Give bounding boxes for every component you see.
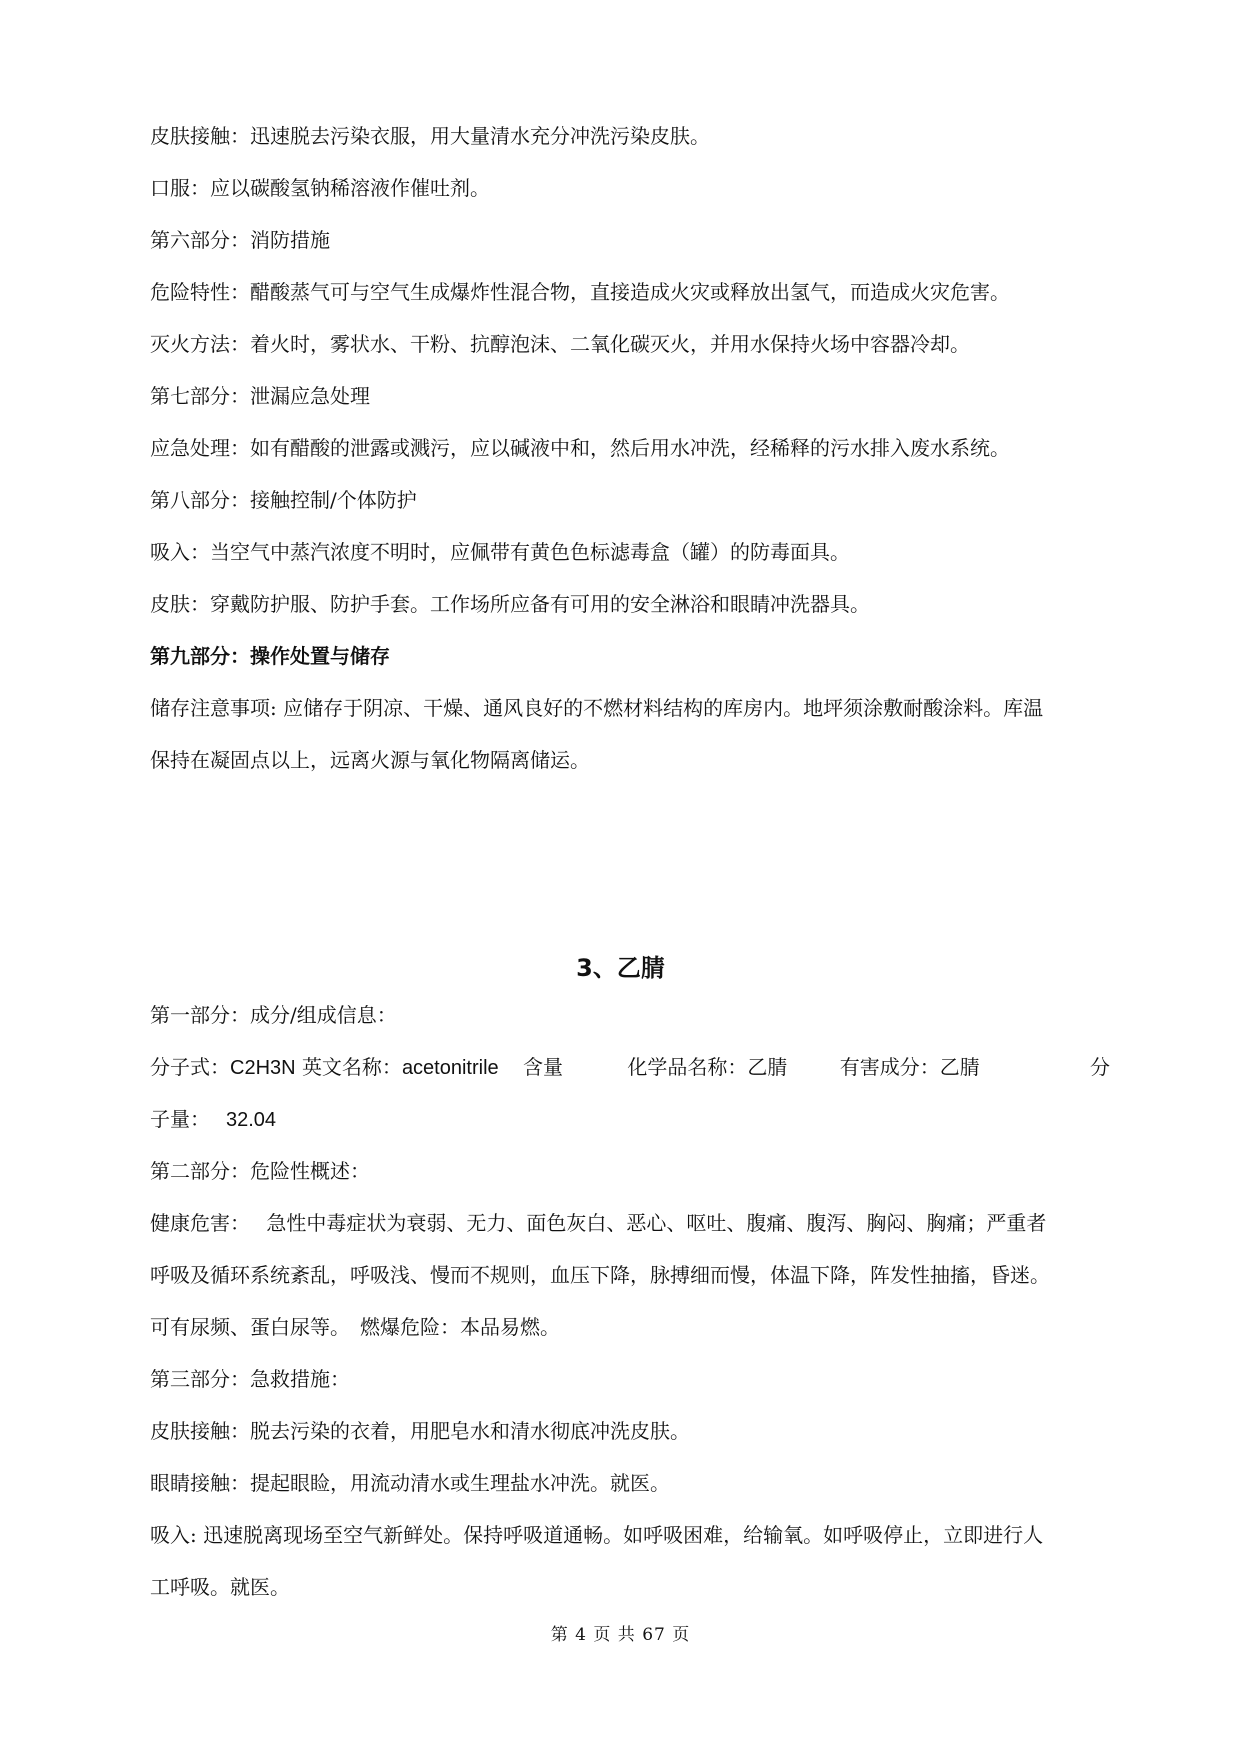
emergency-line: 应急处理：如有醋酸的泄露或溅污，应以碱液中和，然后用水冲洗，经稀释的污水排入废水系统。 [150, 436, 1010, 460]
chemical-name: 化学品名称：乙腈 [627, 1055, 788, 1079]
oral-line: 口服：应以碳酸氢钠稀溶液作催吐剂。 [150, 176, 490, 200]
health-hazard-line-3: 可有尿频、蛋白尿等。 燃爆危险：本品易燃。 [150, 1315, 560, 1339]
english-name-label: 英文名称： [301, 1055, 402, 1079]
molecular-weight-value: 32.04 [226, 1109, 277, 1131]
skin-protection-line: 皮肤：穿戴防护服、防护手套。工作场所应备有可用的安全淋浴和眼睛冲洗器具。 [150, 592, 870, 616]
skin-first-aid-line: 皮肤接触：脱去污染的衣着，用肥皂水和清水彻底冲洗皮肤。 [150, 1419, 690, 1443]
fire-method-line: 灭火方法：着火时，雾状水、干粉、抗醇泡沫、二氧化碳灭火，并用水保持火场中容器冷却。 [150, 332, 970, 356]
molecular-weight-row [150, 1104, 276, 1134]
inhalation-protection-line: 吸入：当空气中蒸汽浓度不明时，应佩带有黄色色标滤毒盒（罐）的防毒面具。 [150, 540, 850, 564]
part9-heading: 第九部分：操作处置与储存 [150, 644, 390, 668]
part6-heading: 第六部分：消防措施 [150, 228, 330, 252]
skin-contact-line: 皮肤接触：迅速脱去污染衣服，用大量清水充分冲洗污染皮肤。 [150, 124, 710, 148]
section-title: 3、乙腈 [576, 954, 665, 982]
eye-first-aid-line: 眼睛接触：提起眼睑，用流动清水或生理盐水冲洗。就医。 [150, 1471, 670, 1495]
page-footer: 第 4 页 共 67 页 [550, 1625, 691, 1645]
storage-line-2: 保持在凝固点以上，远离火源与氧化物隔离储运。 [150, 748, 590, 772]
hazard-property-line: 危险特性：醋酸蒸气可与空气生成爆炸性混合物，直接造成火灾或释放出氢气，而造成火灾危害。 [150, 280, 1010, 304]
part8-heading: 第八部分：接触控制/个体防护 [150, 488, 417, 512]
part2-heading: 第二部分：危险性概述： [150, 1159, 370, 1183]
formula-label: 分子式： [150, 1055, 230, 1079]
part7-heading: 第七部分：泄漏应急处理 [150, 384, 370, 408]
molecular-weight-label: 子量： [150, 1107, 210, 1131]
inhalation-first-aid-line-1: 吸入: 迅速脱离现场至空气新鲜处。保持呼吸道通畅。如呼吸困难，给输氧。如呼吸停止，立即进行人 [150, 1523, 1044, 1547]
content-label: 含量 [523, 1055, 564, 1079]
harmful-component: 有害成分：乙腈 [839, 1055, 980, 1079]
part1-heading: 第一部分：成分/组成信息： [150, 1003, 397, 1027]
formula-value: C2H3N [230, 1057, 296, 1079]
english-name-value: acetonitrile [401, 1057, 499, 1079]
health-hazard-line-1: 健康危害： 急性中毒症状为衰弱、无力、面色灰白、恶心、呕吐、腹痛、腹泻、胸闷、胸痛；严重者 [150, 1211, 1047, 1235]
storage-line-1: 储存注意事项: 应储存于阴凉、干燥、通风良好的不燃材料结构的库房内。地坪须涂敷耐酸涂料。库温 [150, 696, 1044, 720]
health-hazard-line-2: 呼吸及循环系统紊乱，呼吸浅、慢而不规则，血压下降，脉搏细而慢，体温下降，阵发性抽搐，昏迷。 [150, 1263, 1050, 1287]
molecular-weight-label-start: 分 [1090, 1055, 1110, 1079]
inhalation-first-aid-line-2: 工呼吸。就医。 [150, 1575, 290, 1599]
part3-heading: 第三部分：急救措施： [150, 1367, 350, 1391]
formula-row [150, 1052, 1110, 1082]
